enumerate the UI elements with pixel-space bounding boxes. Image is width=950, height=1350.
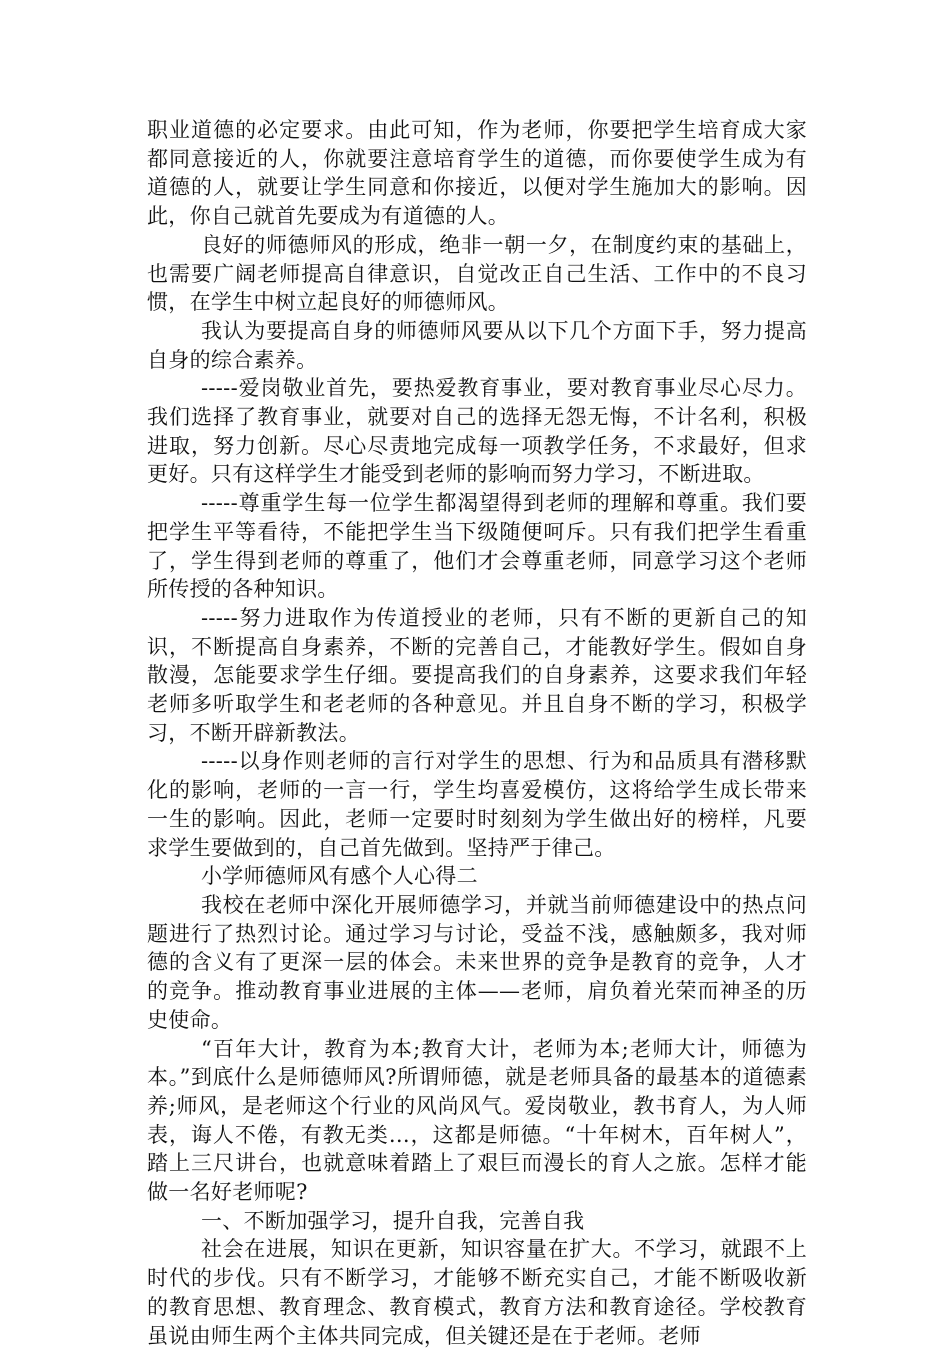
paragraph-what-is-ethics: “百年大计，教育为本;教育大计，老师为本;老师大计，师德为本。”到底什么是师德师风?所谓师德，就是老师具备的最基本的道德素养;师风，是老师这个行业的风尚风气。爱岗敬业，教书育人，为人师表，诲人不倦，有教无类…，这都是师德。“十年树木，百年树人”，踏上三尺讲台，也就意味着踏上了艰巨而漫长的育人之旅。怎样才能做一名好老师呢?	[147, 1036, 807, 1205]
document-page	[147, 116, 807, 1350]
paragraph-school-study: 我校在老师中深化开展师德学习，并就当前师德建设中的热点问题进行了热烈讨论。通过学习与讨论，受益不浅，感触颇多，我对师德的含义有了更深一层的体会。未来世界的竞争是教育的竞争，人才的竞争。推动教育事业进展的主体——老师，肩负着光荣而神圣的历史使命。	[147, 892, 807, 1032]
paragraph-moral-requirement: 职业道德的必定要求。由此可知，作为老师，你要把学生培育成大家都同意接近的人，你就要注意培育学生的道德，而你要使学生成为有道德的人，就要让学生同意和你接近，以便对学生施加大的影响。因此，你自己就首先要成为有道德的人。	[147, 118, 807, 229]
paragraph-good-conduct: 良好的师德师风的形成，绝非一朝一夕，在制度约束的基础上，也需要广阔老师提高自律意识，自觉改正自己生活、工作中的不良习惯，在学生中树立起良好的师德师风。	[147, 232, 807, 315]
paragraph-improve-intro: 我认为要提高自身的师德师风要从以下几个方面下手，努力提高自身的综合素养。	[147, 318, 807, 372]
paragraph-society-progress: 社会在进展，知识在更新，知识容量在扩大。不学习，就跟不上时代的步伐。只有不断学习，才能够不断充实自己，才能不断吸收新的教育思想、教育理念、教育模式，教育方法和教育途径。学校教育虽说由师生两个主体共同完成，但关键还是在于老师。老师	[147, 1237, 807, 1348]
subheading-keep-learning: 一、不断加强学习，提升自我，完善自我	[201, 1208, 585, 1233]
paragraph-strive-progress: -----努力进取作为传道授业的老师，只有不断的更新自己的知识，不断提高自身素养，不断的完善自己，才能教好学生。假如自身散漫，怎能要求学生仔细。要提高我们的自身素养，这要求我们年轻老师多听取学生和老老师的各种意见。并且自身不断的学习，积极学习，不断开辟新教法。	[147, 605, 807, 745]
paragraph-respect-students: -----尊重学生每一位学生都渴望得到老师的理解和尊重。我们要把学生平等看待，不能把学生当下级随便呵斥。只有我们把学生看重了，学生得到老师的尊重了，他们才会尊重老师，同意学习这个老师所传授的各种知识。	[147, 491, 807, 602]
paragraph-dedication: -----爱岗敬业首先，要热爱教育事业，要对教育事业尽心尽力。我们选择了教育事业，就要对自己的选择无怨无悔，不计名利，积极进取，努力创新。尽心尽责地完成每一项教学任务，不求最好，但求更好。只有这样学生才能受到老师的影响而努力学习，不断进取。	[147, 376, 807, 487]
paragraph-lead-by-example: -----以身作则老师的言行对学生的思想、行为和品质具有潜移默化的影响，老师的一言一行，学生均喜爱模仿，这将给学生成长带来一生的影响。因此，老师一定要时时刻刻为学生做出好的榜样，凡要求学生要做到的，自己首先做到。坚持严于律己。	[147, 749, 807, 860]
section-title: 小学师德师风有感个人心得二	[201, 864, 478, 889]
